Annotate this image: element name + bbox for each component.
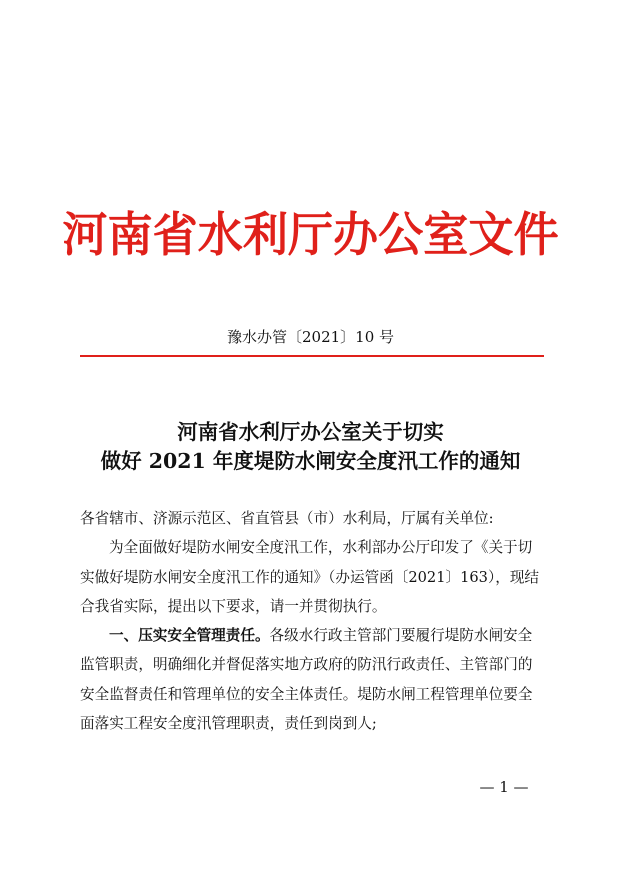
notice-title	[0, 418, 621, 476]
intro-paragraph: 为全面做好堤防水闸安全度汛工作，水利部办公厅印发了《关于切实做好堤防水闸安全度汛工作的通知》（办运管函〔2021〕163），现结合我省实际，提出以下要求，请一并贯彻执行。	[80, 539, 540, 615]
document-body	[80, 504, 546, 738]
section-1-paragraph	[80, 621, 546, 738]
section-1-text: 各级水行政主管部门要履行堤防水闸安全监管职责，明确细化并督促落实地方政府的防汛行政责任、主管部门的安全监督责任和管理单位的安全主体责任。堤防水闸工程管理单位要全面落实工程安全度汛管理职责，责任到岗到人;	[80, 627, 533, 733]
section-1-heading: 一、压实安全管理责任。	[109, 627, 270, 645]
red-header-title: 河南省水利厅办公室文件	[62, 208, 559, 263]
red-separator-line	[80, 355, 544, 357]
addressee-line: 各省辖市、济源示范区、省直管县（市）水利局，厅属有关单位:	[80, 510, 494, 527]
page-number: — 1 —	[479, 778, 529, 796]
document-number: 豫水办管〔2021〕10 号	[226, 328, 395, 346]
notice-title-line-2: 做好 2021 年度堤防水闸安全度汛工作的通知	[100, 449, 521, 473]
notice-title-line-1: 河南省水利厅办公室关于切实	[177, 420, 444, 444]
